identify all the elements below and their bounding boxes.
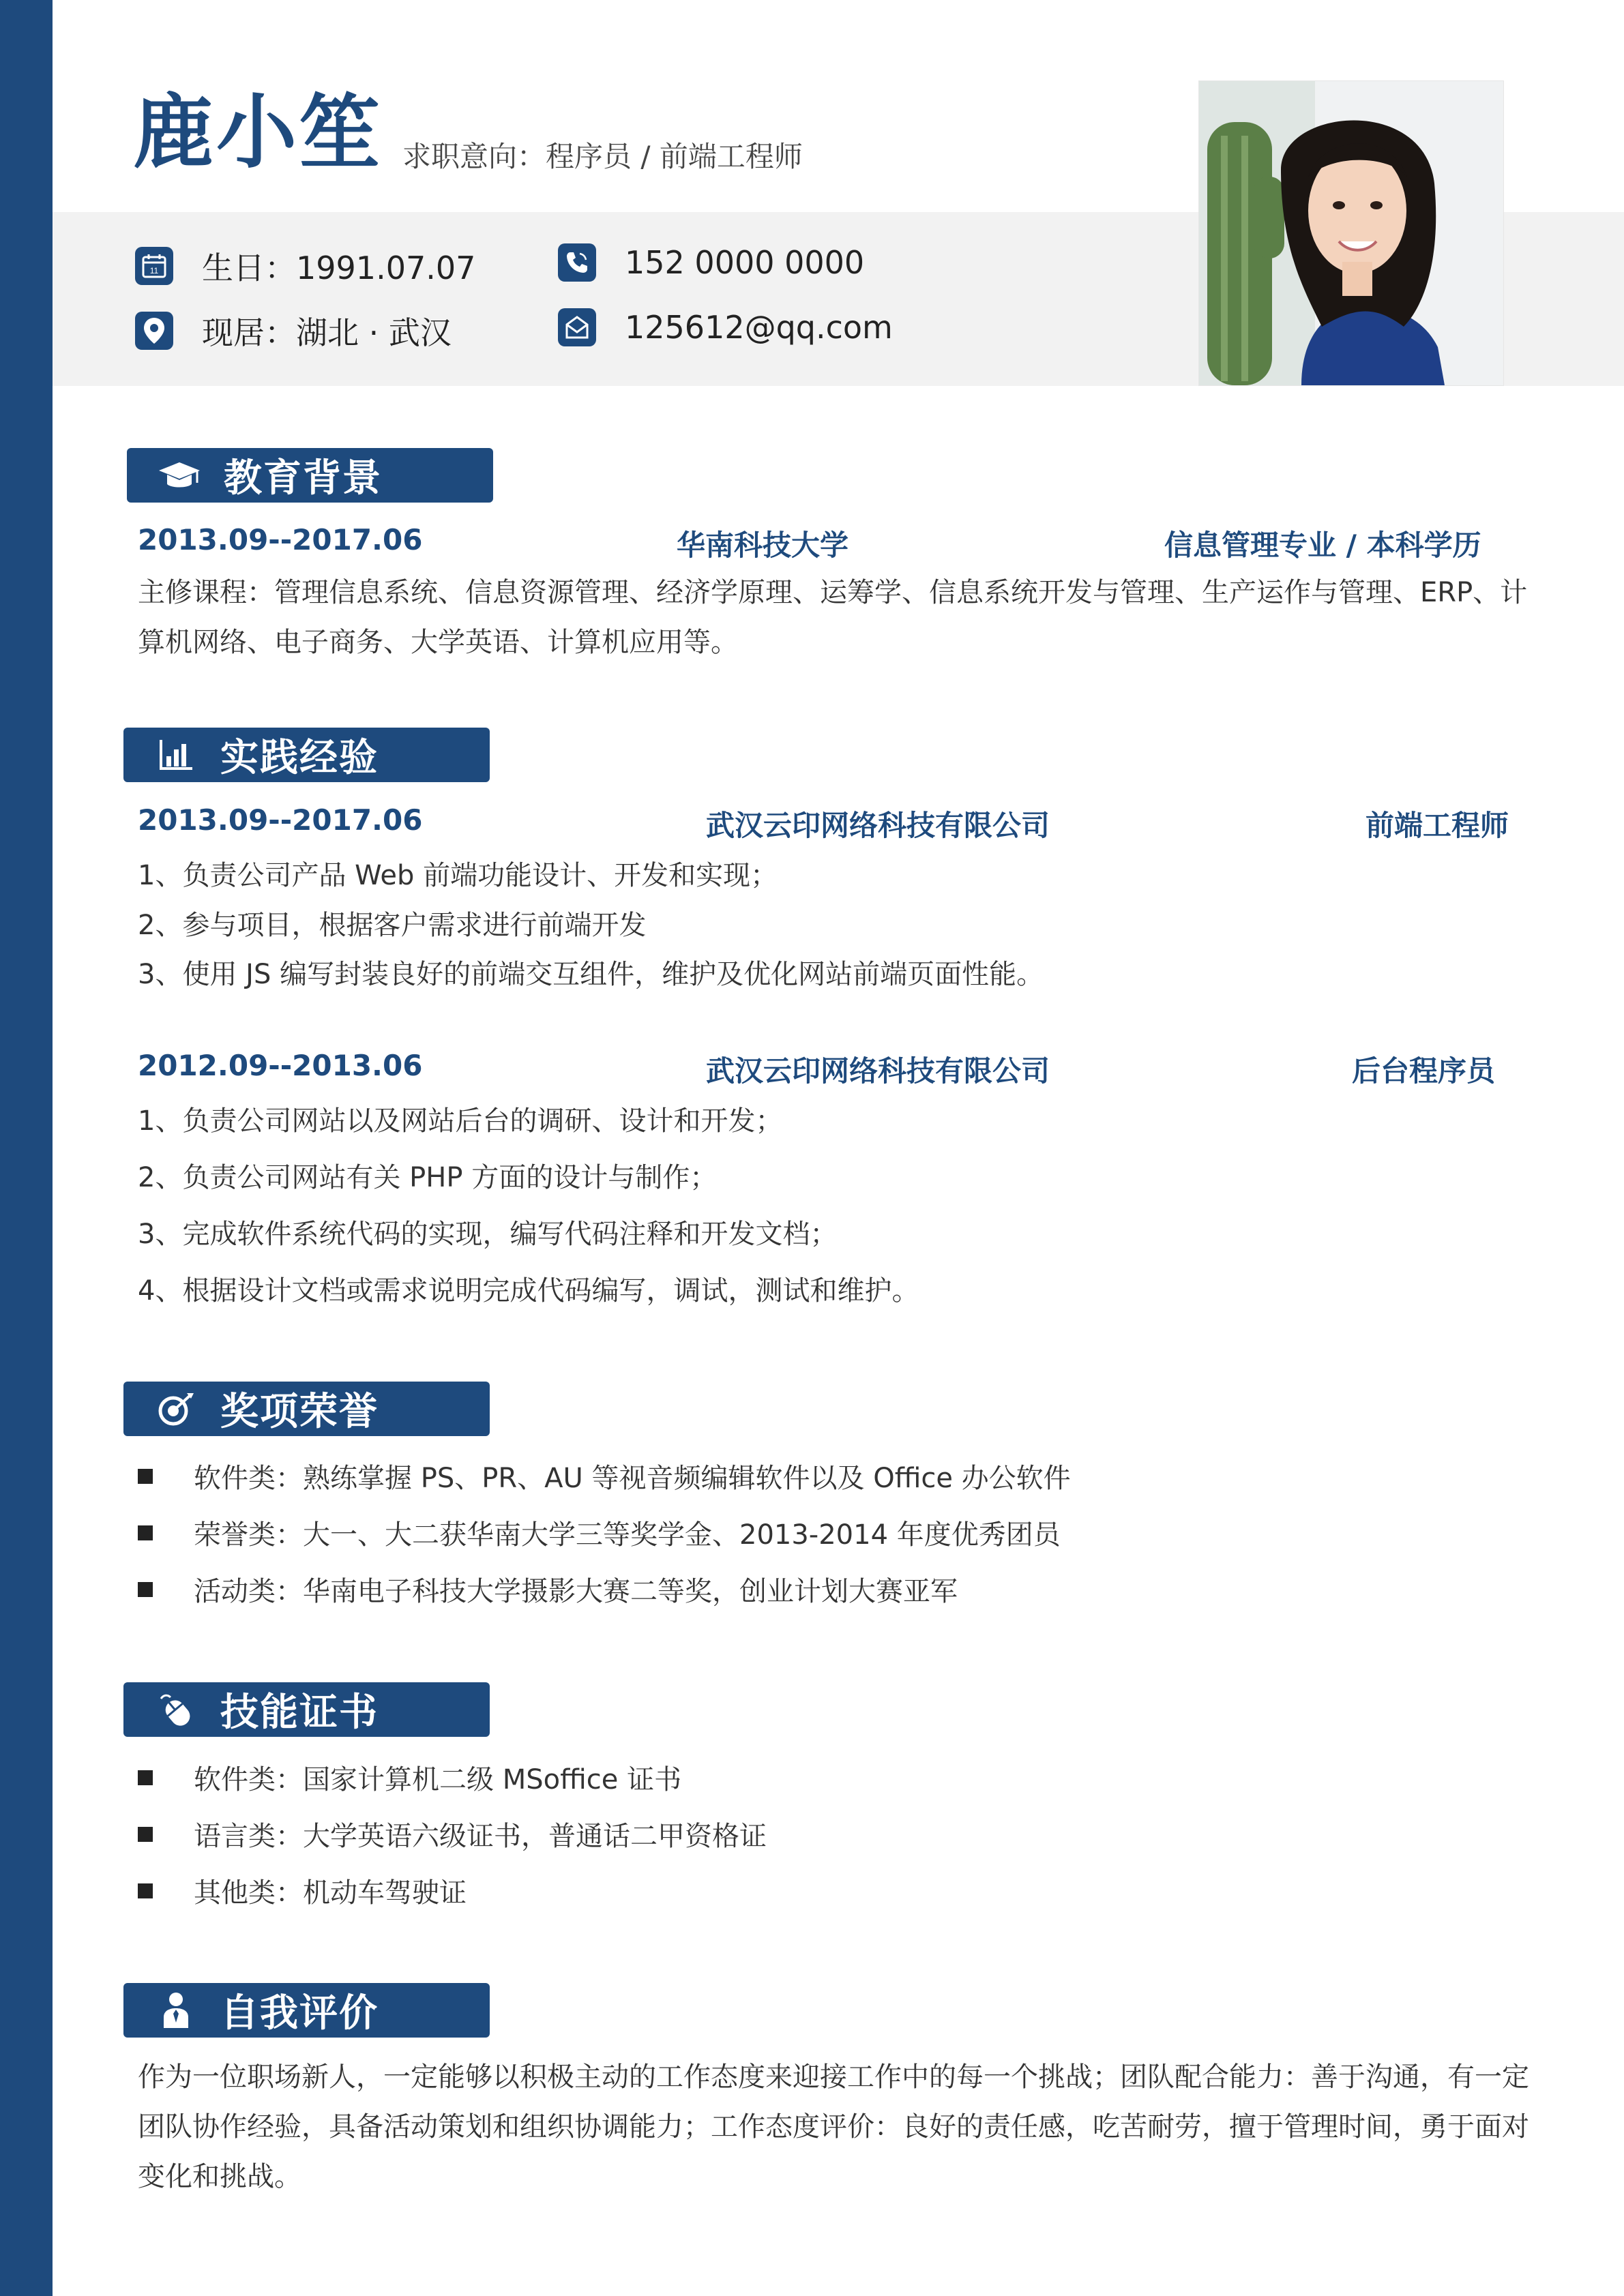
graduation-cap-icon bbox=[156, 455, 203, 496]
profile-photo bbox=[1198, 80, 1504, 386]
person-icon bbox=[152, 1990, 200, 2031]
bullet-square bbox=[138, 1770, 153, 1785]
bullet-square bbox=[138, 1827, 153, 1842]
svg-text:11: 11 bbox=[149, 266, 159, 275]
contact-birthday bbox=[135, 243, 475, 288]
section-header-skills bbox=[123, 1682, 490, 1737]
skill-item bbox=[138, 1871, 467, 1910]
job-period: 2012.09--2013.06 bbox=[138, 1049, 423, 1082]
job-duty: 1、负责公司产品 Web 前端功能设计、开发和实现； bbox=[138, 860, 778, 891]
bar-chart-icon bbox=[152, 734, 200, 775]
contact-phone bbox=[558, 243, 864, 282]
section-header-education bbox=[127, 448, 493, 503]
self-evaluation-text: 作为一位职场新人，一定能够以积极主动的工作态度来迎接工作中的每一个挑战；团队配合能力：善于沟通，有一定团队协作经验，具备活动策划和组织协调能力；工作态度评价：良好的责任感，吃苦耐劳，擅于管理时间，勇于面对变化和挑战。 bbox=[138, 2061, 1529, 2192]
job-period: 2013.09--2017.06 bbox=[138, 803, 423, 837]
job-duty: 3、完成软件系统代码的实现，编写代码注释和开发文档； bbox=[138, 1219, 838, 1250]
job-role: 后台程序员 bbox=[1352, 1054, 1496, 1088]
contact-residence bbox=[135, 308, 452, 353]
award-text: 软件类：熟练掌握 PS、PR、AU 等视音频编辑软件以及 Office 办公软件 bbox=[194, 1463, 1071, 1494]
job-duty: 1、负责公司网站以及网站后台的调研、设计和开发； bbox=[138, 1105, 783, 1137]
email-icon bbox=[558, 308, 596, 346]
section-title: 自我评价 bbox=[220, 1991, 379, 2036]
residence-text: 现居：湖北 · 武汉 bbox=[202, 314, 452, 351]
job-duty: 3、使用 JS 编写封装良好的前端交互组件，维护及优化网站前端页面性能。 bbox=[138, 959, 1044, 990]
award-item bbox=[138, 1513, 1061, 1552]
skill-text: 软件类：国家计算机二级 MSoffice 证书 bbox=[194, 1764, 682, 1795]
job-company: 武汉云印网络科技有限公司 bbox=[706, 1054, 1050, 1088]
contact-email bbox=[558, 308, 893, 346]
award-text: 活动类：华南电子科技大学摄影大赛二等奖，创业计划大赛亚军 bbox=[194, 1576, 958, 1607]
section-title: 实践经验 bbox=[220, 736, 379, 780]
job-row bbox=[138, 803, 1509, 844]
section-title: 奖项荣誉 bbox=[220, 1390, 379, 1434]
job-duty: 2、参与项目，根据客户需求进行前端开发 bbox=[138, 910, 647, 941]
job-duty: 2、负责公司网站有关 PHP 方面的设计与制作； bbox=[138, 1162, 718, 1193]
phone-text: 152 0000 0000 bbox=[625, 244, 865, 281]
section-header-self-evaluation bbox=[123, 1983, 490, 2038]
birthday-text: 生日：1991.07.07 bbox=[202, 250, 476, 286]
section-header-experience bbox=[123, 728, 490, 782]
award-text: 荣誉类：大一、大二获华南大学三等奖学金、2013-2014 年度优秀团员 bbox=[194, 1519, 1061, 1551]
bullet-square bbox=[138, 1883, 153, 1898]
education-period: 2013.09--2017.06 bbox=[138, 523, 423, 556]
bullet-square bbox=[138, 1469, 153, 1484]
left-sidebar-bar bbox=[0, 0, 53, 2296]
education-school: 华南科技大学 bbox=[677, 528, 849, 562]
award-item bbox=[138, 1570, 958, 1609]
job-row bbox=[138, 1049, 1509, 1090]
job-role: 前端工程师 bbox=[1365, 809, 1509, 842]
bullet-square bbox=[138, 1582, 153, 1597]
education-courses: 主修课程：管理信息系统、信息资源管理、经济学原理、运筹学、信息系统开发与管理、生产运作与管理、ERP、计算机网络、电子商务、大学英语、计算机应用等。 bbox=[138, 577, 1528, 658]
job-company: 武汉云印网络科技有限公司 bbox=[706, 809, 1050, 842]
target-icon bbox=[152, 1388, 200, 1429]
section-header-awards bbox=[123, 1382, 490, 1436]
job-duty: 4、根据设计文档或需求说明完成代码编写，调试，测试和维护。 bbox=[138, 1275, 919, 1307]
section-title: 技能证书 bbox=[220, 1690, 379, 1735]
skill-item bbox=[138, 1815, 767, 1853]
mouse-icon bbox=[152, 1689, 200, 1730]
education-major: 信息管理专业 / 本科学历 bbox=[1164, 528, 1481, 562]
skill-text: 语言类：大学英语六级证书，普通话二甲资格证 bbox=[194, 1821, 767, 1852]
candidate-name: 鹿小笙 bbox=[133, 85, 383, 179]
skill-text: 其他类：机动车驾驶证 bbox=[194, 1877, 467, 1909]
section-title: 教育背景 bbox=[224, 456, 382, 501]
phone-icon bbox=[558, 243, 596, 282]
job-intent: 求职意向：程序员 / 前端工程师 bbox=[402, 140, 803, 173]
location-pin-icon bbox=[135, 312, 173, 350]
bullet-square bbox=[138, 1525, 153, 1540]
award-item bbox=[138, 1457, 1071, 1495]
calendar-icon bbox=[135, 247, 173, 285]
education-row bbox=[138, 523, 1509, 564]
email-text: 125612@qq.com bbox=[625, 309, 893, 346]
skill-item bbox=[138, 1758, 681, 1797]
